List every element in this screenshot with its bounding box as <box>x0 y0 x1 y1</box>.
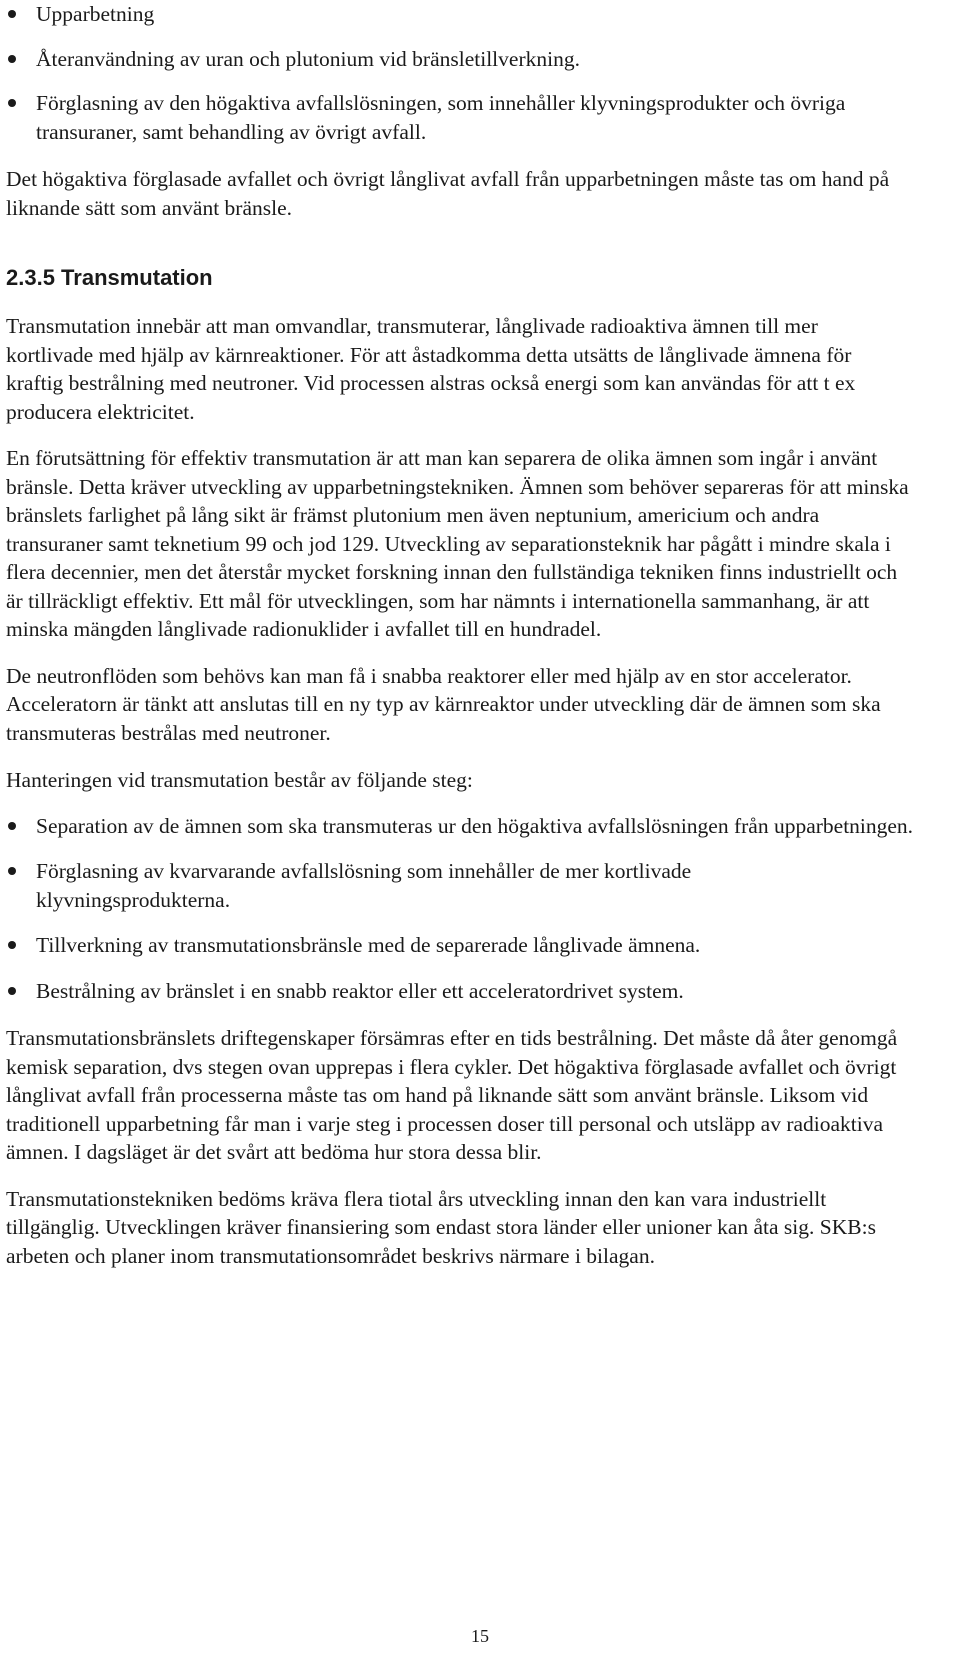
document-page <box>6 0 956 1270</box>
paragraph: De neutronflöden som behövs kan man få i snabba reaktorer eller med hjälp av en stor accelerator. Acceleratorn är tänkt att anslutas till en ny typ av kärnreaktor under utveckling där de ämnen som ska transmuteras bestrålas med neutroner. <box>6 663 881 745</box>
list-item-text: Tillverkning av transmutationsbränsle med de separerade långlivade ämnena. <box>36 933 701 957</box>
bullet-icon <box>8 987 16 995</box>
bullet-icon <box>8 10 16 18</box>
list-item-text: Bestrålning av bränslet i en snabb reaktor eller ett acceleratordrivet system. <box>36 978 684 1003</box>
paragraph: Hanteringen vid transmutation består av följande steg: <box>6 768 473 792</box>
list-item-text: Återanvändning av uran och plutonium vid bränsletillverkning. <box>36 46 580 71</box>
list-item <box>6 812 956 841</box>
paragraph: En förutsättning för effektiv transmutation är att man kan separera de olika ämnen som ingår i använt bränsle. Detta kräver utveckling av upparbetningstekniken. Ämnen som behöver separeras för att minska bränslets farlighet på lång sikt är främst plutonium men även neptunium, americium och andra transuraner samt teknetium 99 och jod 129. Utveckling av separationsteknik har pågått i mindre skala i flera decennier, men det återstår mycket forskning innan den fullständiga tekniken finns industriellt och är tillräckligt effektiv. Ett mål för utvecklingen, som har nämnts i internationella sammanhang, är att minska mängden långlivade radionuklider i avfallet till en hundradel. <box>6 446 909 641</box>
paragraph: Transmutation innebär att man omvandlar, transmuterar, långlivade radioaktiva ämnen till mer kortlivade med hjälp av kärnreaktioner. För att åstadkomma detta utsätts de långlivade ämnena för kraftig bestrålning med neutroner. Vid processen alstras också energi som kan användas för att t ex producera elektricitet. <box>6 314 856 424</box>
list-item <box>6 857 956 914</box>
bullet-icon <box>8 99 16 107</box>
list-item-text: Förglasning av kvarvarande avfallslösning som innehåller de mer kortlivade klyvningsprodukterna. <box>36 859 692 912</box>
list-item <box>6 89 956 146</box>
list-item <box>6 931 956 960</box>
paragraph: Transmutationstekniken bedöms kräva flera tiotal års utveckling innan den kan vara industriellt tillgänglig. Utvecklingen kräver finansiering som endast stora länder eller unioner kan åta sig. SKB:s arbeten och planer inom transmutationsområdet beskrivs närmare i bilagan. <box>6 1186 876 1268</box>
transmutation-steps-list <box>6 812 956 1006</box>
list-item-text: Förglasning av den högaktiva avfallslösningen, som innehåller klyvningsprodukter och övriga transuraner, samt behandling av övrigt avfall. <box>36 91 846 144</box>
list-item <box>6 0 956 29</box>
bullet-icon <box>8 867 16 875</box>
list-item-text: Separation av de ämnen som ska transmuteras ur den högaktiva avfallslösningen från upparbetningen. <box>36 813 914 838</box>
bullet-icon <box>8 822 16 830</box>
upparbetning-list <box>6 0 956 146</box>
bullet-icon <box>8 55 16 63</box>
paragraph: Transmutationsbränslets driftegenskaper försämras efter en tids bestrålning. Det måste då åter genomgå kemisk separation, dvs stegen ovan upprepas i flera cykler. Det högaktiva förglasade avfallet och övrigt långlivat avfall från processerna måste tas om hand på liknande sätt som använt bränsle. Liksom vid traditionell upparbetning får man i varje steg i processen doser till personal och utsläpp av radioaktiva ämnen. I dagsläget är det svårt att bedöma hur stora dessa blir. <box>6 1026 898 1164</box>
bullet-icon <box>8 941 16 949</box>
list-item <box>6 977 956 1006</box>
page-number: 15 <box>471 1626 489 1646</box>
list-item-text: Upparbetning <box>36 2 155 26</box>
section-heading: 2.3.5 Transmutation <box>6 265 213 290</box>
paragraph-intro: Det högaktiva förglasade avfallet och övrigt långlivat avfall från upparbetningen måste tas om hand på liknande sätt som använt bränsle. <box>6 167 890 220</box>
list-item <box>6 45 956 74</box>
